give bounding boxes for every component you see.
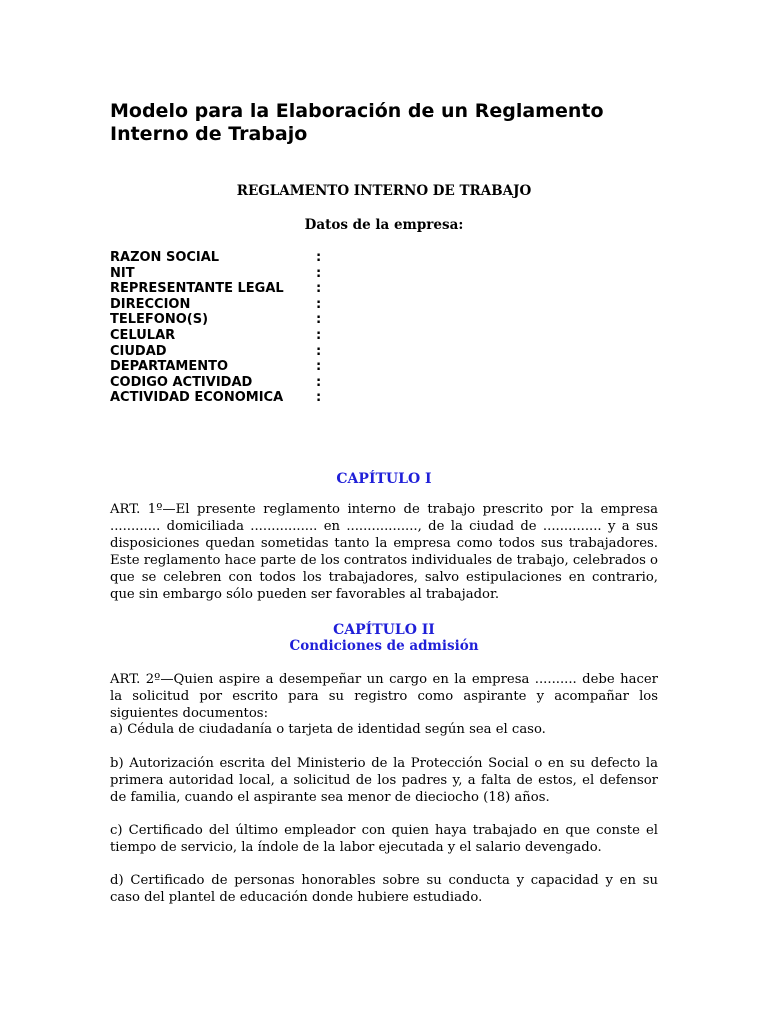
field-ciudad xyxy=(110,343,322,360)
field-representante-legal xyxy=(110,281,322,297)
field-label: TELEFONO(S) xyxy=(110,312,209,328)
field-label: NIT xyxy=(110,265,135,281)
company-data-fields xyxy=(110,250,322,406)
requirement-c: c) Certificado del último empleador con quien haya trabajado en que conste el tiempo de servicio, la índole de la labor ejecutada y el salario devengado. xyxy=(110,823,658,855)
field-label: ACTIVIDAD ECONOMICA xyxy=(110,390,284,406)
article-2: ART. 2º—Quien aspire a desempeñar un cargo en la empresa .......... debe hacer la solicitud por escrito para su registro como aspirante y acompañar los siguientes documentos: xyxy=(110,672,658,721)
field-label: DIRECCION xyxy=(110,296,191,312)
field-nit xyxy=(110,265,322,282)
chapter-2-subtitle: Condiciones de admisión xyxy=(289,638,479,654)
document-title: Modelo para la Elaboración de un Reglamento Interno de Trabajo xyxy=(110,100,604,145)
requirement-a: a) Cédula de ciudadanía o tarjeta de identidad según sea el caso. xyxy=(110,722,546,737)
field-actividad-economica xyxy=(110,390,322,406)
field-label: CODIGO ACTIVIDAD xyxy=(110,374,253,390)
field-separator: : xyxy=(316,281,322,297)
requirement-b: b) Autorización escrita del Ministerio de la Protección Social o en su defecto la primera autoridad local, a solicitud de los padres y, a falta de estos, el defensor de familia, cuando el aspirante sea menor de dieciocho (18) años. xyxy=(110,756,658,805)
regulation-heading: REGLAMENTO INTERNO DE TRABAJO xyxy=(236,183,532,199)
field-label: RAZON SOCIAL xyxy=(110,250,220,265)
field-separator: : xyxy=(316,265,322,281)
field-separator: : xyxy=(316,312,322,328)
field-separator: : xyxy=(316,374,322,390)
field-separator: : xyxy=(316,296,322,312)
field-razon-social xyxy=(110,250,322,266)
field-codigo-actividad xyxy=(110,374,322,391)
field-separator: : xyxy=(316,359,322,375)
field-telefonos xyxy=(110,312,322,328)
field-separator: : xyxy=(316,343,322,359)
field-separator: : xyxy=(316,390,322,406)
field-label: CELULAR xyxy=(110,327,176,343)
field-label: CIUDAD xyxy=(110,343,167,359)
field-departamento xyxy=(110,359,322,375)
field-label: DEPARTAMENTO xyxy=(110,359,229,375)
field-separator: : xyxy=(316,250,322,265)
requirement-d: d) Certificado de personas honorables sobre su conducta y capacidad y en su caso del plantel de educación donde hubiere estudiado. xyxy=(110,873,658,905)
field-label: REPRESENTANTE LEGAL xyxy=(110,281,284,297)
chapter-2-title: CAPÍTULO II xyxy=(333,622,435,638)
field-direccion xyxy=(110,296,322,313)
field-separator: : xyxy=(316,327,322,343)
article-1: ART. 1º—El presente reglamento interno de trabajo prescrito por la empresa ............ domiciliada ................ en ................., de la ciudad de .............. y a sus disposiciones quedan sometidas tanto la empresa como todos sus trabajadores. Este reglamento hace parte de los contratos individuales de trabajo, celebrados o que se celebren con todos los trabajadores, salvo estipulaciones en contrario, que sin embargo sólo pueden ser favorables al trabajador. xyxy=(110,502,658,602)
company-data-heading: Datos de la empresa: xyxy=(304,217,464,233)
field-celular xyxy=(110,327,322,344)
chapter-1-title: CAPÍTULO I xyxy=(336,471,432,487)
